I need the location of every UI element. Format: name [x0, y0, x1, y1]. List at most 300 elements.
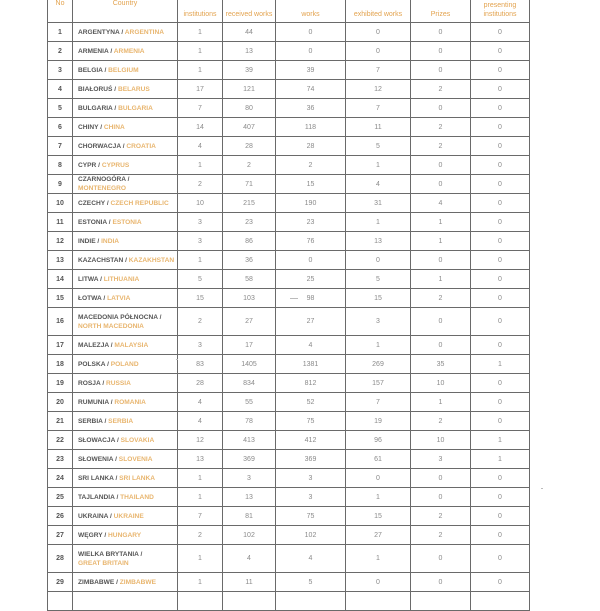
- country-cell: [73, 156, 178, 175]
- country-name-polish: ROSJA: [78, 379, 101, 387]
- country-name-polish: ARMENIA: [78, 47, 109, 55]
- name-separator: /: [101, 294, 108, 302]
- name-separator: /: [98, 123, 104, 131]
- country-name-polish: ŁOTWA: [78, 294, 102, 302]
- received-works-cell: 80: [223, 99, 276, 118]
- institutions-cell: 1: [178, 23, 223, 42]
- empty-cell: [276, 592, 346, 611]
- country-name-polish: LITWA: [78, 275, 99, 283]
- accepted-works-cell: 5: [276, 573, 346, 592]
- presenting-institutions-cell: 0: [471, 393, 530, 412]
- received-works-cell: 3: [223, 469, 276, 488]
- accepted-works-cell: 15: [276, 175, 346, 194]
- table-row: [48, 156, 530, 175]
- country-cell: [73, 526, 178, 545]
- row-number: 11: [48, 213, 73, 232]
- accepted-works-cell: 36: [276, 99, 346, 118]
- country-name-english: SRI LANKA: [119, 474, 156, 482]
- institutions-cell: 3: [178, 232, 223, 251]
- accepted-works-cell: 190: [276, 194, 346, 213]
- table-row: [48, 175, 530, 194]
- presenting-institutions-cell: 0: [471, 251, 530, 270]
- presenting-institutions-cell: 0: [471, 469, 530, 488]
- received-works-cell: 834: [223, 374, 276, 393]
- exhibited-works-cell: 96: [346, 431, 411, 450]
- received-works-cell: 103: [223, 289, 276, 308]
- name-separator: /: [108, 398, 115, 406]
- country-cell: [73, 194, 178, 213]
- table-row: [48, 61, 530, 80]
- accepted-works-cell: 52: [276, 393, 346, 412]
- country-name-polish: CHORWACJA: [78, 142, 121, 150]
- presenting-institutions-cell: 0: [471, 545, 530, 573]
- country-name-polish: WIELKA BRYTANIA: [78, 550, 139, 558]
- accepted-works-cell: 0: [276, 251, 346, 270]
- country-name-english: SERBIA: [108, 417, 134, 425]
- presenting-institutions-cell: 1: [471, 355, 530, 374]
- country-name-english: HUNGARY: [108, 531, 142, 539]
- accepted-works-cell: 4: [276, 336, 346, 355]
- institutions-cell: 4: [178, 393, 223, 412]
- received-works-cell: 78: [223, 412, 276, 431]
- name-separator: /: [105, 360, 111, 368]
- table-row: [48, 289, 530, 308]
- country-name-english: ESTONIA: [112, 218, 142, 226]
- institutions-cell: 1: [178, 573, 223, 592]
- presenting-institutions-cell: 0: [471, 232, 530, 251]
- country-cell: [73, 450, 178, 469]
- row-number: 2: [48, 42, 73, 61]
- table-row: [48, 80, 530, 99]
- institutions-cell: 3: [178, 213, 223, 232]
- table-row: [48, 194, 530, 213]
- country-name-polish: UKRAINA: [78, 512, 109, 520]
- empty-cell: [411, 592, 471, 611]
- exhibited-works-cell: 0: [346, 23, 411, 42]
- institutions-cell: 3: [178, 336, 223, 355]
- received-works-cell: 27: [223, 308, 276, 336]
- presenting-institutions-cell: 0: [471, 336, 530, 355]
- country-name-english: SLOVENIA: [118, 455, 153, 463]
- exhibited-works-cell: 0: [346, 251, 411, 270]
- header-no: No: [48, 0, 73, 23]
- presenting-institutions-cell: 0: [471, 99, 530, 118]
- received-works-cell: 4: [223, 545, 276, 573]
- exhibited-works-cell: 3: [346, 308, 411, 336]
- row-number: 16: [48, 308, 73, 336]
- institutions-cell: 1: [178, 545, 223, 573]
- exhibited-works-cell: 1: [346, 156, 411, 175]
- country-cell: [73, 42, 178, 61]
- header-presenting-institutions: presenting institutions: [471, 0, 530, 23]
- table-row: [48, 118, 530, 137]
- institutions-cell: 1: [178, 488, 223, 507]
- institutions-cell: 2: [178, 526, 223, 545]
- name-separator: /: [102, 66, 109, 74]
- row-number: 12: [48, 232, 73, 251]
- prizes-cell: 0: [411, 545, 471, 573]
- country-cell: [73, 469, 178, 488]
- presenting-institutions-cell: 0: [471, 118, 530, 137]
- institutions-cell: 14: [178, 118, 223, 137]
- country-cell: [73, 137, 178, 156]
- country-name-polish: CZARNOGÓRA: [78, 176, 126, 183]
- country-name-english: POLAND: [110, 360, 139, 368]
- exhibited-works-cell: 15: [346, 289, 411, 308]
- presenting-institutions-cell: 0: [471, 308, 530, 336]
- exhibited-works-cell: 61: [346, 450, 411, 469]
- country-name-english: ZIMBABWE: [119, 578, 157, 586]
- country-name-english: CHINA: [103, 123, 125, 131]
- received-works-cell: 86: [223, 232, 276, 251]
- country-name-polish: CZECHY: [78, 199, 105, 207]
- exhibited-works-cell: 13: [346, 232, 411, 251]
- presenting-institutions-cell: 0: [471, 156, 530, 175]
- name-separator: /: [96, 161, 102, 169]
- institutions-cell: 4: [178, 137, 223, 156]
- received-works-cell: 55: [223, 393, 276, 412]
- name-separator: /: [113, 455, 119, 463]
- table-row: [48, 393, 530, 412]
- accepted-works-cell: 27: [276, 308, 346, 336]
- accepted-works-cell: 98: [276, 289, 346, 308]
- country-name-polish: KAZACHSTAN: [78, 256, 124, 264]
- row-number: 15: [48, 289, 73, 308]
- country-name-polish: RUMUNIA: [78, 398, 109, 406]
- country-cell: [73, 308, 178, 336]
- exhibited-works-cell: 19: [346, 412, 411, 431]
- row-number: 25: [48, 488, 73, 507]
- exhibited-works-cell: 5: [346, 270, 411, 289]
- name-separator: /: [125, 176, 130, 183]
- country-name-polish: TAJLANDIA: [78, 493, 115, 501]
- country-cell: [73, 431, 178, 450]
- row-number: 9: [48, 175, 73, 194]
- row-number: 13: [48, 251, 73, 270]
- table-row: [48, 270, 530, 289]
- prizes-cell: 0: [411, 251, 471, 270]
- received-works-cell: 2: [223, 156, 276, 175]
- prizes-cell: 1: [411, 393, 471, 412]
- row-number: 7: [48, 137, 73, 156]
- country-cell: [73, 270, 178, 289]
- country-name-english: MONTENEGRO: [78, 185, 126, 192]
- table-row: [48, 545, 530, 573]
- accepted-works-cell: 118: [276, 118, 346, 137]
- prizes-cell: 2: [411, 289, 471, 308]
- institutions-cell: 17: [178, 80, 223, 99]
- row-number: 20: [48, 393, 73, 412]
- table-row: [48, 374, 530, 393]
- name-separator: /: [106, 218, 113, 226]
- country-name-english: NORTH MACEDONIA: [78, 322, 144, 330]
- country-cell: [73, 213, 178, 232]
- exhibited-works-cell: 0: [346, 42, 411, 61]
- prizes-cell: 2: [411, 412, 471, 431]
- table-row: [48, 213, 530, 232]
- institutions-cell: 13: [178, 450, 223, 469]
- name-separator: /: [120, 142, 127, 150]
- country-cell: [73, 393, 178, 412]
- table-row: [48, 431, 530, 450]
- accepted-works-cell: 75: [276, 412, 346, 431]
- received-works-cell: 36: [223, 251, 276, 270]
- name-separator: /: [113, 474, 120, 482]
- exhibited-works-cell: 27: [346, 526, 411, 545]
- institutions-cell: 5: [178, 270, 223, 289]
- exhibited-works-cell: 7: [346, 393, 411, 412]
- row-number: 10: [48, 194, 73, 213]
- presenting-institutions-cell: 0: [471, 213, 530, 232]
- name-separator: /: [119, 28, 125, 36]
- prizes-cell: 0: [411, 573, 471, 592]
- prizes-cell: 1: [411, 232, 471, 251]
- country-name-english: SLOVAKIA: [120, 436, 155, 444]
- country-name-english: MALAYSIA: [114, 341, 149, 349]
- table-row: [48, 355, 530, 374]
- prizes-cell: 0: [411, 175, 471, 194]
- country-cell: [73, 232, 178, 251]
- row-number: 1: [48, 23, 73, 42]
- row-number: 6: [48, 118, 73, 137]
- country-cell: [73, 251, 178, 270]
- table-row: [48, 42, 530, 61]
- presenting-institutions-cell: 1: [471, 450, 530, 469]
- institutions-cell: 83: [178, 355, 223, 374]
- exhibited-works-cell: 12: [346, 80, 411, 99]
- presenting-institutions-cell: 0: [471, 573, 530, 592]
- presenting-institutions-cell: 0: [471, 412, 530, 431]
- exhibited-works-cell: 5: [346, 137, 411, 156]
- received-works-cell: 13: [223, 42, 276, 61]
- country-name-polish: BULGARIA: [78, 104, 113, 112]
- empty-cell: [346, 592, 411, 611]
- prizes-cell: 1: [411, 213, 471, 232]
- row-number: 3: [48, 61, 73, 80]
- country-name-polish: MALEZJA: [78, 341, 109, 349]
- exhibited-works-cell: 157: [346, 374, 411, 393]
- table-row: [48, 573, 530, 592]
- table-row: [48, 23, 530, 42]
- row-number: 19: [48, 374, 73, 393]
- name-separator: /: [108, 341, 115, 349]
- country-cell: [73, 573, 178, 592]
- country-name-polish: CHINY: [78, 123, 99, 131]
- header-accepted-works: works: [276, 0, 346, 23]
- exhibited-works-cell: 1: [346, 213, 411, 232]
- country-name-polish: SRI LANKA: [78, 474, 114, 482]
- exhibited-works-cell: 0: [346, 573, 411, 592]
- accepted-works-cell: 39: [276, 61, 346, 80]
- row-number: 18: [48, 355, 73, 374]
- received-works-cell: 407: [223, 118, 276, 137]
- name-separator: /: [112, 104, 119, 112]
- name-separator: /: [114, 578, 120, 586]
- name-separator: /: [112, 85, 118, 93]
- name-separator: /: [102, 417, 109, 425]
- presenting-institutions-cell: 0: [471, 42, 530, 61]
- presenting-institutions-cell: 0: [471, 507, 530, 526]
- country-name-english: UKRAINE: [113, 512, 144, 520]
- row-number: 17: [48, 336, 73, 355]
- results-table-sheet: [47, 0, 529, 611]
- presenting-institutions-cell: 0: [471, 23, 530, 42]
- presenting-institutions-cell: 0: [471, 137, 530, 156]
- country-name-english: ARGENTINA: [124, 28, 164, 36]
- accepted-works-cell: 812: [276, 374, 346, 393]
- table-body: [48, 23, 530, 611]
- table-row: [48, 99, 530, 118]
- row-number: 28: [48, 545, 73, 573]
- table-row: [48, 412, 530, 431]
- presenting-institutions-cell: 0: [471, 175, 530, 194]
- empty-cell: [178, 592, 223, 611]
- presenting-institutions-cell: 0: [471, 289, 530, 308]
- country-name-english: CYPRUS: [101, 161, 130, 169]
- prizes-cell: 0: [411, 99, 471, 118]
- name-separator: /: [157, 313, 162, 321]
- prizes-cell: 2: [411, 507, 471, 526]
- received-works-cell: 102: [223, 526, 276, 545]
- institutions-cell: 1: [178, 156, 223, 175]
- accepted-works-cell: 369: [276, 450, 346, 469]
- received-works-cell: 71: [223, 175, 276, 194]
- country-name-polish: MACEDONIA PÓŁNOCNA: [78, 313, 158, 321]
- received-works-cell: 13: [223, 488, 276, 507]
- prizes-cell: 0: [411, 156, 471, 175]
- prizes-cell: 4: [411, 194, 471, 213]
- row-number: 29: [48, 573, 73, 592]
- accepted-works-cell: 28: [276, 137, 346, 156]
- accepted-works-cell: 102: [276, 526, 346, 545]
- prizes-cell: 0: [411, 42, 471, 61]
- country-name-polish: SŁOWENIA: [78, 455, 114, 463]
- name-separator: /: [123, 256, 129, 264]
- country-name-english: ROMANIA: [114, 398, 146, 406]
- name-separator: /: [138, 550, 143, 558]
- country-name-polish: WĘGRY: [78, 531, 103, 539]
- country-name-english: CZECH REPUBLIC: [110, 199, 169, 207]
- accepted-works-cell: 23: [276, 213, 346, 232]
- country-name-polish: BELGIA: [78, 66, 103, 74]
- accepted-works-cell: 4: [276, 545, 346, 573]
- presenting-institutions-cell: 0: [471, 270, 530, 289]
- accepted-works-cell: 3: [276, 488, 346, 507]
- country-cell: [73, 355, 178, 374]
- country-name-polish: SERBIA: [78, 417, 103, 425]
- exhibited-works-cell: 15: [346, 507, 411, 526]
- header-received-works: received works: [223, 0, 276, 23]
- institutions-cell: 2: [178, 175, 223, 194]
- row-number: 27: [48, 526, 73, 545]
- country-name-polish: ZIMBABWE: [78, 578, 115, 586]
- country-cell: [73, 99, 178, 118]
- presenting-institutions-cell: 0: [471, 194, 530, 213]
- institutions-cell: 2: [178, 308, 223, 336]
- accepted-works-cell: 74: [276, 80, 346, 99]
- prizes-cell: 2: [411, 137, 471, 156]
- name-separator: /: [95, 237, 102, 245]
- name-separator: /: [114, 493, 121, 501]
- institutions-cell: 1: [178, 42, 223, 61]
- table-row: [48, 450, 530, 469]
- country-name-polish: POLSKA: [78, 360, 106, 368]
- prizes-cell: 3: [411, 450, 471, 469]
- country-cell: [73, 175, 178, 194]
- accepted-works-cell: 25: [276, 270, 346, 289]
- exhibited-works-cell: 269: [346, 355, 411, 374]
- institutions-cell: 7: [178, 99, 223, 118]
- institutions-cell: 7: [178, 507, 223, 526]
- received-works-cell: 413: [223, 431, 276, 450]
- scan-speck: [541, 488, 543, 489]
- received-works-cell: 17: [223, 336, 276, 355]
- institutions-cell: 1: [178, 251, 223, 270]
- presenting-institutions-cell: 0: [471, 61, 530, 80]
- prizes-cell: 35: [411, 355, 471, 374]
- name-separator: /: [105, 199, 111, 207]
- prizes-cell: 2: [411, 526, 471, 545]
- name-separator: /: [108, 512, 114, 520]
- name-separator: /: [102, 531, 109, 539]
- received-works-cell: 1405: [223, 355, 276, 374]
- institutions-cell: 1: [178, 61, 223, 80]
- received-works-cell: 39: [223, 61, 276, 80]
- table-row: [48, 251, 530, 270]
- institutions-cell: 12: [178, 431, 223, 450]
- received-works-cell: 58: [223, 270, 276, 289]
- row-number: 8: [48, 156, 73, 175]
- country-cell: [73, 118, 178, 137]
- presenting-institutions-cell: 1: [471, 431, 530, 450]
- received-works-cell: 81: [223, 507, 276, 526]
- prizes-cell: 0: [411, 308, 471, 336]
- name-separator: /: [115, 436, 121, 444]
- name-separator: /: [100, 379, 106, 387]
- table-row: [48, 336, 530, 355]
- country-name-english: THAILAND: [120, 493, 154, 501]
- country-cell: [73, 336, 178, 355]
- country-cell: [73, 374, 178, 393]
- table-row: [48, 469, 530, 488]
- country-cell: [73, 289, 178, 308]
- accepted-works-cell: 1381: [276, 355, 346, 374]
- empty-cell: [48, 592, 73, 611]
- accepted-works-cell: 76: [276, 232, 346, 251]
- exhibited-works-cell: 11: [346, 118, 411, 137]
- institutions-cell: 10: [178, 194, 223, 213]
- row-number: 24: [48, 469, 73, 488]
- country-name-english: ARMENIA: [113, 47, 145, 55]
- header-prizes: Prizes: [411, 0, 471, 23]
- prizes-cell: 10: [411, 374, 471, 393]
- exhibited-works-cell: 4: [346, 175, 411, 194]
- country-cell: [73, 488, 178, 507]
- exhibited-works-cell: 7: [346, 61, 411, 80]
- country-name-english: KAZAKHSTAN: [128, 256, 175, 264]
- scan-speck: [290, 298, 298, 299]
- country-name-polish: CYPR: [78, 161, 97, 169]
- row-number: 14: [48, 270, 73, 289]
- presenting-institutions-cell: 0: [471, 526, 530, 545]
- empty-cell: [223, 592, 276, 611]
- country-name-english: LATVIA: [107, 294, 131, 302]
- row-number: 22: [48, 431, 73, 450]
- country-name-english: INDIA: [101, 237, 120, 245]
- accepted-works-cell: 0: [276, 23, 346, 42]
- country-name-polish: INDIE: [78, 237, 96, 245]
- exhibited-works-cell: 1: [346, 545, 411, 573]
